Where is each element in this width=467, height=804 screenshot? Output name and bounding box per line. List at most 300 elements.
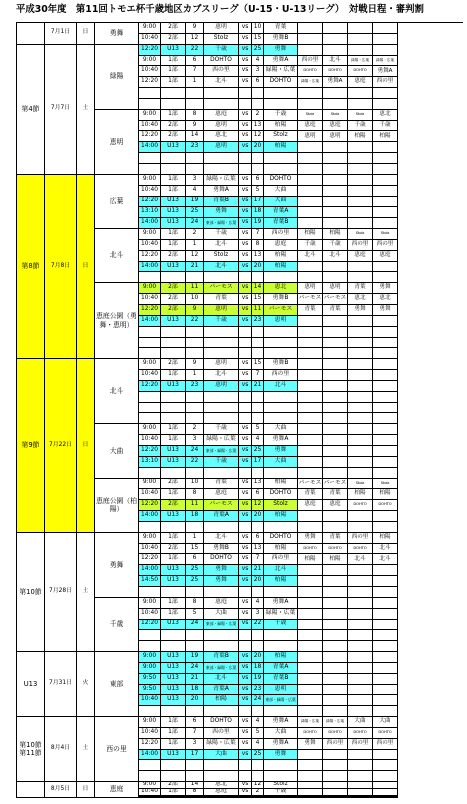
referee-1: パーモス bbox=[298, 479, 323, 490]
match-date: 7月8日 bbox=[45, 175, 77, 359]
venue-name: 緑陽 bbox=[95, 45, 139, 110]
home-team: 恵明 bbox=[204, 23, 239, 34]
away-team: 勇舞 bbox=[264, 750, 298, 761]
referee-2 bbox=[323, 175, 348, 186]
vs-label: vs bbox=[239, 77, 252, 88]
match-date: 7月31日 bbox=[45, 652, 77, 717]
kickoff-time: 12:20 bbox=[139, 45, 161, 56]
kickoff-time: 10:40 bbox=[139, 370, 161, 381]
away-team-no: 5 bbox=[252, 186, 264, 197]
away-team bbox=[264, 99, 298, 110]
referee-2 bbox=[323, 197, 348, 208]
home-team-no: 19 bbox=[186, 652, 204, 663]
kickoff-time: 9:00 bbox=[139, 110, 161, 121]
kickoff-time: 12:20 bbox=[139, 77, 161, 88]
referee-4 bbox=[373, 153, 398, 164]
home-team-no: 10 bbox=[186, 479, 204, 490]
home-team: 大曲 bbox=[204, 750, 239, 761]
referee-4 bbox=[373, 468, 398, 479]
referee-1 bbox=[298, 587, 323, 598]
home-team-no bbox=[186, 348, 204, 359]
kickoff-time: 9:00 bbox=[139, 56, 161, 67]
away-team-no: 5 bbox=[252, 424, 264, 435]
referee-4: 恵北 bbox=[373, 110, 398, 121]
referee-1: DOHTO bbox=[298, 66, 323, 77]
away-team-no: 7 bbox=[252, 370, 264, 381]
referee-4 bbox=[373, 142, 398, 153]
vs-label: vs bbox=[239, 283, 252, 294]
referee-3: 恵庭 bbox=[348, 77, 373, 88]
vs-label bbox=[239, 338, 252, 349]
home-team-no: 22 bbox=[186, 45, 204, 56]
away-team bbox=[264, 641, 298, 652]
vs-label bbox=[239, 392, 252, 403]
referee-3 bbox=[348, 316, 373, 327]
away-team-no: 15 bbox=[252, 359, 264, 370]
away-team-no bbox=[252, 760, 264, 771]
away-team: 北斗 bbox=[264, 381, 298, 392]
vs-label: vs bbox=[239, 316, 252, 327]
division bbox=[161, 641, 186, 652]
away-team-no bbox=[252, 348, 264, 359]
referee-2 bbox=[323, 674, 348, 685]
home-team: 千歳 bbox=[204, 424, 239, 435]
division: U13 bbox=[161, 565, 186, 576]
weekday: 日 bbox=[77, 23, 95, 45]
referee-4 bbox=[373, 620, 398, 631]
referee-4 bbox=[373, 797, 398, 798]
referee-4 bbox=[373, 771, 398, 782]
away-team: 大曲 bbox=[264, 186, 298, 197]
away-team-no bbox=[252, 272, 264, 283]
home-team: 恵明 bbox=[204, 305, 239, 316]
home-team: 大曲 bbox=[204, 609, 239, 620]
home-team-no: 19 bbox=[186, 197, 204, 208]
home-team-no: 10 bbox=[186, 294, 204, 305]
home-team bbox=[204, 338, 239, 349]
kickoff-time: 12:20 bbox=[139, 500, 161, 511]
weekday: 土 bbox=[77, 717, 95, 782]
referee-3 bbox=[348, 197, 373, 208]
referee-2 bbox=[323, 370, 348, 381]
referee-3 bbox=[348, 403, 373, 414]
venue-name: 勇舞 bbox=[95, 23, 139, 45]
referee-3 bbox=[348, 522, 373, 533]
home-team-no bbox=[186, 797, 204, 798]
home-team: 恵明 bbox=[204, 142, 239, 153]
division: 2部 bbox=[161, 34, 186, 45]
away-team-no: 17 bbox=[252, 457, 264, 468]
home-team bbox=[204, 392, 239, 403]
away-team-no bbox=[252, 88, 264, 99]
referee-1 bbox=[298, 88, 323, 99]
home-team-no: 20 bbox=[186, 695, 204, 706]
home-team bbox=[204, 468, 239, 479]
referee-3 bbox=[348, 88, 373, 99]
away-team bbox=[264, 630, 298, 641]
referee-2 bbox=[323, 609, 348, 620]
division bbox=[161, 88, 186, 99]
referee-3 bbox=[348, 186, 373, 197]
referee-4 bbox=[373, 424, 398, 435]
referee-3 bbox=[348, 511, 373, 522]
division: U13 bbox=[161, 197, 186, 208]
referee-1 bbox=[298, 663, 323, 674]
venue-name: 勇舞 bbox=[95, 533, 139, 598]
referee-2 bbox=[323, 99, 348, 110]
kickoff-time bbox=[139, 760, 161, 771]
home-team-no: 7 bbox=[186, 728, 204, 739]
home-team-no: 15 bbox=[186, 544, 204, 555]
away-team-no: 21 bbox=[252, 381, 264, 392]
home-team-no: 8 bbox=[186, 489, 204, 500]
home-team-no bbox=[186, 760, 204, 771]
home-team-no: 7 bbox=[186, 66, 204, 77]
vs-label: vs bbox=[239, 500, 252, 511]
away-team-no: 11 bbox=[252, 305, 264, 316]
home-team-no: 23 bbox=[186, 142, 204, 153]
home-team: 青葉 bbox=[204, 294, 239, 305]
division bbox=[161, 468, 186, 479]
referee-1: DOHTO bbox=[298, 544, 323, 555]
referee-2 bbox=[323, 652, 348, 663]
referee-4 bbox=[373, 782, 398, 789]
referee-4: 柏陽 bbox=[373, 489, 398, 500]
home-team bbox=[204, 164, 239, 175]
vs-label: vs bbox=[239, 207, 252, 218]
home-team bbox=[204, 272, 239, 283]
venue-name: 北斗 bbox=[95, 359, 139, 424]
kickoff-time: 9:00 bbox=[139, 479, 161, 490]
away-team-no bbox=[252, 164, 264, 175]
schedule-table bbox=[16, 22, 463, 798]
home-team: 千歳 bbox=[204, 45, 239, 56]
away-team: 恵明 bbox=[264, 685, 298, 696]
home-team: 青葉B bbox=[204, 197, 239, 208]
vs-label bbox=[239, 88, 252, 99]
division: 1部 bbox=[161, 554, 186, 565]
referee-3 bbox=[348, 99, 373, 110]
referee-4 bbox=[373, 327, 398, 338]
away-team-no: 24 bbox=[252, 695, 264, 706]
referee-2 bbox=[323, 685, 348, 696]
referee-2: DOHTO bbox=[323, 66, 348, 77]
kickoff-time: 12:20 bbox=[139, 554, 161, 565]
referee-2 bbox=[323, 153, 348, 164]
vs-label bbox=[239, 348, 252, 359]
vs-label bbox=[239, 45, 252, 56]
away-team-no: 12 bbox=[252, 500, 264, 511]
referee-1 bbox=[298, 446, 323, 457]
referee-1 bbox=[298, 272, 323, 283]
referee-1 bbox=[298, 207, 323, 218]
home-team: パーモス bbox=[204, 500, 239, 511]
home-team bbox=[204, 587, 239, 598]
home-team-no: 14 bbox=[186, 782, 204, 789]
kickoff-time bbox=[139, 272, 161, 283]
referee-3: 青葉 bbox=[348, 283, 373, 294]
away-team-no: 12 bbox=[252, 782, 264, 789]
referee-3 bbox=[348, 789, 373, 796]
vs-label: vs bbox=[239, 305, 252, 316]
referee-3 bbox=[348, 457, 373, 468]
referee-2 bbox=[323, 207, 348, 218]
vs-label bbox=[239, 760, 252, 771]
away-team: 柏陽 bbox=[264, 142, 298, 153]
referee-1 bbox=[298, 797, 323, 798]
kickoff-time: 12:20 bbox=[139, 739, 161, 750]
referee-2: 柏陽 bbox=[323, 554, 348, 565]
home-team: 恵明 bbox=[204, 359, 239, 370]
home-team-no bbox=[186, 706, 204, 717]
home-team-no: 18 bbox=[186, 685, 204, 696]
away-team bbox=[264, 706, 298, 717]
referee-4 bbox=[373, 706, 398, 717]
referee-1: 緑陽・広葉 bbox=[298, 77, 323, 88]
vs-label bbox=[239, 153, 252, 164]
referee-3 bbox=[348, 565, 373, 576]
kickoff-time: 9:00 bbox=[139, 782, 161, 789]
referee-1 bbox=[298, 218, 323, 229]
referee-2: 勇舞A bbox=[323, 77, 348, 88]
weekday: 土 bbox=[77, 533, 95, 652]
referee-3 bbox=[348, 153, 373, 164]
referee-3: 柏陽 bbox=[348, 131, 373, 142]
referee-3 bbox=[348, 424, 373, 435]
referee-4 bbox=[373, 186, 398, 197]
referee-3: 柏陽 bbox=[348, 489, 373, 500]
away-team bbox=[264, 153, 298, 164]
away-team: 北斗 bbox=[264, 565, 298, 576]
home-team-no: 8 bbox=[186, 789, 204, 796]
referee-3 bbox=[348, 218, 373, 229]
home-team: 東部・緑陽・広葉 bbox=[204, 218, 239, 229]
home-team: 西の里 bbox=[204, 66, 239, 77]
away-team-no: 25 bbox=[252, 750, 264, 761]
away-team-no bbox=[252, 99, 264, 110]
venue-name: 恵庭公園（勇舞・恵明） bbox=[95, 283, 139, 359]
division bbox=[161, 327, 186, 338]
referee-2 bbox=[323, 620, 348, 631]
referee-3 bbox=[348, 576, 373, 587]
division: 2部 bbox=[161, 359, 186, 370]
round-label: 第10節 第11節 bbox=[17, 717, 45, 782]
away-team: DOHTO bbox=[264, 489, 298, 500]
referee-1: パーモス bbox=[298, 294, 323, 305]
referee-3 bbox=[348, 142, 373, 153]
referee-1 bbox=[298, 338, 323, 349]
referee-3 bbox=[348, 706, 373, 717]
kickoff-time: 14:00 bbox=[139, 262, 161, 273]
away-team-no: 2 bbox=[252, 789, 264, 796]
kickoff-time bbox=[139, 706, 161, 717]
match-date: 8月5日 bbox=[45, 782, 77, 798]
referee-3 bbox=[348, 771, 373, 782]
kickoff-time: 10:40 bbox=[139, 789, 161, 796]
kickoff-time bbox=[139, 392, 161, 403]
home-team-no: 1 bbox=[186, 370, 204, 381]
home-team-no: 25 bbox=[186, 565, 204, 576]
referee-2: 恵庭 bbox=[323, 121, 348, 132]
home-team: 勇舞A bbox=[204, 186, 239, 197]
away-team-no bbox=[252, 403, 264, 414]
referee-4 bbox=[373, 23, 398, 34]
away-team bbox=[264, 88, 298, 99]
vs-label bbox=[239, 468, 252, 479]
vs-label: vs bbox=[239, 370, 252, 381]
referee-1: Stolz bbox=[298, 110, 323, 121]
vs-label bbox=[239, 272, 252, 283]
vs-label: vs bbox=[239, 479, 252, 490]
away-team: 緑陽・広葉 bbox=[264, 609, 298, 620]
vs-label: vs bbox=[239, 576, 252, 587]
referee-1 bbox=[298, 424, 323, 435]
away-team-no: 20 bbox=[252, 652, 264, 663]
vs-label: vs bbox=[239, 56, 252, 67]
referee-2 bbox=[323, 663, 348, 674]
referee-4 bbox=[373, 641, 398, 652]
away-team: 青葉 bbox=[264, 23, 298, 34]
referee-2: 柏陽 bbox=[323, 229, 348, 240]
away-team: 東部・緑陽・広葉 bbox=[264, 695, 298, 706]
away-team: 柏陽 bbox=[264, 511, 298, 522]
referee-4 bbox=[373, 45, 398, 56]
referee-1 bbox=[298, 457, 323, 468]
away-team bbox=[264, 403, 298, 414]
home-team-no: 9 bbox=[186, 359, 204, 370]
vs-label: vs bbox=[239, 750, 252, 761]
home-team-no: 18 bbox=[186, 511, 204, 522]
kickoff-time: 10:40 bbox=[139, 34, 161, 45]
kickoff-time: 10:40 bbox=[139, 66, 161, 77]
home-team bbox=[204, 99, 239, 110]
division bbox=[161, 771, 186, 782]
referee-1 bbox=[298, 381, 323, 392]
away-team-no bbox=[252, 45, 264, 56]
away-team-no: 18 bbox=[252, 663, 264, 674]
home-team-no: 12 bbox=[186, 251, 204, 262]
referee-3 bbox=[348, 685, 373, 696]
home-team-no: 12 bbox=[186, 34, 204, 45]
division: 2部 bbox=[161, 131, 186, 142]
home-team-no: 3 bbox=[186, 175, 204, 186]
kickoff-time bbox=[139, 771, 161, 782]
division: U13 bbox=[161, 620, 186, 631]
division bbox=[161, 153, 186, 164]
referee-2 bbox=[323, 164, 348, 175]
kickoff-time: 12:20 bbox=[139, 131, 161, 142]
referee-1 bbox=[298, 750, 323, 761]
division: 1部 bbox=[161, 77, 186, 88]
division: 1部 bbox=[161, 609, 186, 620]
division bbox=[161, 413, 186, 424]
kickoff-time: 14:50 bbox=[139, 576, 161, 587]
away-team-no: 6 bbox=[252, 533, 264, 544]
venue-name: 恵明 bbox=[95, 110, 139, 175]
referee-4 bbox=[373, 576, 398, 587]
kickoff-time: 9:50 bbox=[139, 674, 161, 685]
away-team-no: 15 bbox=[252, 294, 264, 305]
referee-1 bbox=[298, 435, 323, 446]
home-team: 東部・緑陽・広葉 bbox=[204, 663, 239, 674]
referee-1: 恵庭 bbox=[298, 500, 323, 511]
referee-2 bbox=[323, 403, 348, 414]
referee-1 bbox=[298, 695, 323, 706]
division bbox=[161, 797, 186, 798]
kickoff-time: 14:00 bbox=[139, 142, 161, 153]
referee-2 bbox=[323, 771, 348, 782]
referee-2 bbox=[323, 797, 348, 798]
weekday: 日 bbox=[77, 175, 95, 359]
round-label: U13 bbox=[17, 652, 45, 717]
referee-3 bbox=[348, 348, 373, 359]
referee-2 bbox=[323, 706, 348, 717]
division: U13 bbox=[161, 457, 186, 468]
away-team: 柏陽 bbox=[264, 262, 298, 273]
referee-4 bbox=[373, 207, 398, 218]
referee-3 bbox=[348, 381, 373, 392]
referee-3 bbox=[348, 630, 373, 641]
referee-3 bbox=[348, 782, 373, 789]
away-team bbox=[264, 327, 298, 338]
away-team-no: 4 bbox=[252, 739, 264, 750]
away-team-no: 25 bbox=[252, 45, 264, 56]
division: 1部 bbox=[161, 728, 186, 739]
referee-4 bbox=[373, 88, 398, 99]
kickoff-time: 9:00 bbox=[139, 424, 161, 435]
venue-name: 千歳 bbox=[95, 598, 139, 652]
home-team-no: 25 bbox=[186, 576, 204, 587]
kickoff-time bbox=[139, 88, 161, 99]
referee-3 bbox=[348, 34, 373, 45]
vs-label: vs bbox=[239, 381, 252, 392]
referee-2 bbox=[323, 587, 348, 598]
referee-4 bbox=[373, 598, 398, 609]
division: 1部 bbox=[161, 739, 186, 750]
kickoff-time bbox=[139, 327, 161, 338]
home-team-no bbox=[186, 630, 204, 641]
home-team-no bbox=[186, 413, 204, 424]
away-team: 勇舞B bbox=[264, 34, 298, 45]
kickoff-time: 10:40 bbox=[139, 294, 161, 305]
vs-label: vs bbox=[239, 45, 252, 56]
referee-1 bbox=[298, 175, 323, 186]
referee-1: 千歳 bbox=[298, 240, 323, 251]
home-team-no: 2 bbox=[186, 229, 204, 240]
away-team: 勇舞 bbox=[264, 446, 298, 457]
kickoff-time: 10:40 bbox=[139, 544, 161, 555]
referee-3: 西の里 bbox=[348, 240, 373, 251]
vs-label bbox=[239, 797, 252, 798]
referee-3 bbox=[348, 587, 373, 598]
kickoff-time: 10:40 bbox=[139, 240, 161, 251]
division: U13 bbox=[161, 750, 186, 761]
referee-4 bbox=[373, 197, 398, 208]
home-team bbox=[204, 522, 239, 533]
referee-3 bbox=[348, 327, 373, 338]
kickoff-time bbox=[139, 338, 161, 349]
home-team-no bbox=[186, 327, 204, 338]
referee-1 bbox=[298, 598, 323, 609]
referee-1 bbox=[298, 620, 323, 631]
away-team: 恵明 bbox=[264, 316, 298, 327]
venue-name: 恵庭 bbox=[95, 782, 139, 798]
home-team: DOHTO bbox=[204, 554, 239, 565]
home-team: パーモス bbox=[204, 283, 239, 294]
referee-4 bbox=[373, 630, 398, 641]
referee-2: DOHTO bbox=[323, 544, 348, 555]
home-team: 東部・緑陽・広葉 bbox=[204, 620, 239, 631]
